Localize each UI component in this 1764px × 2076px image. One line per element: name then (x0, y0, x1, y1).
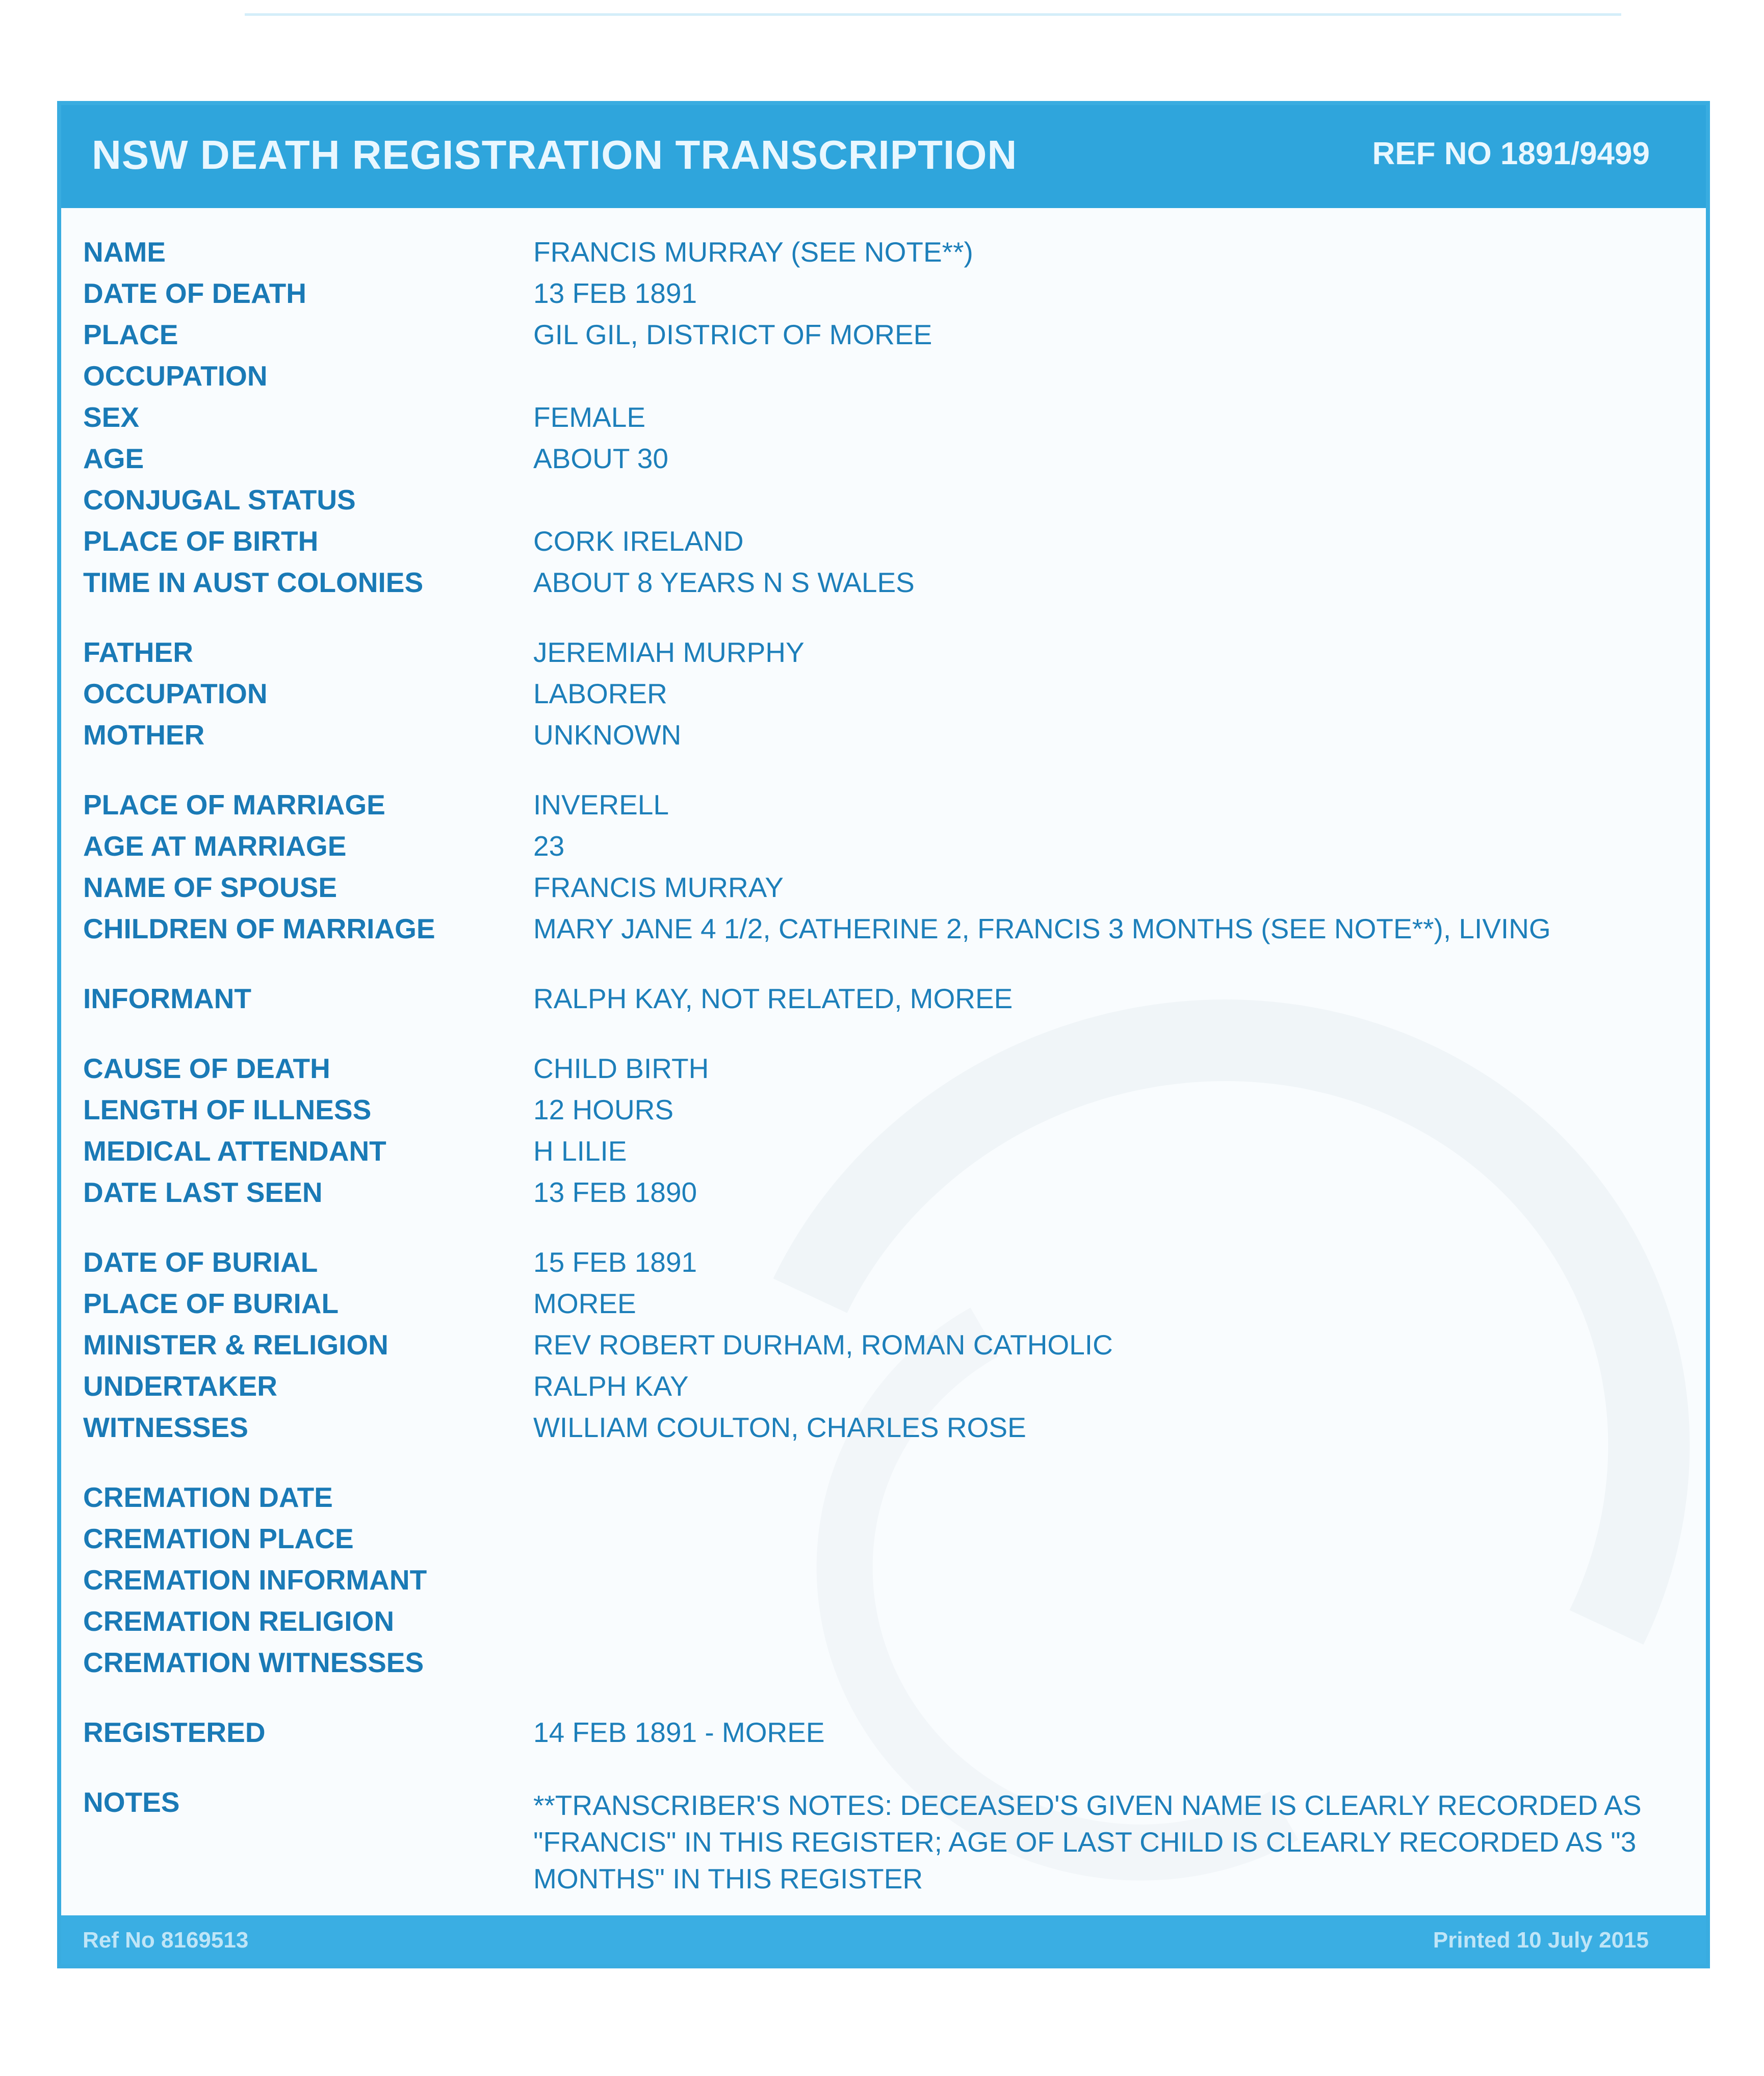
field-label: PLACE OF MARRIAGE (83, 789, 385, 821)
field-medical-attendant (61, 1135, 1706, 1175)
field-date-of-burial (61, 1246, 1706, 1287)
document-title: NSW DEATH REGISTRATION TRANSCRIPTION (92, 132, 1018, 177)
field-cremation-religion (61, 1605, 1706, 1646)
field-label: WITNESSES (83, 1412, 248, 1443)
field-label: MEDICAL ATTENDANT (83, 1135, 386, 1167)
field-place (61, 318, 1706, 359)
field-label: DATE OF DEATH (83, 277, 306, 309)
field-label: INFORMANT (83, 983, 251, 1014)
field-occupation (61, 360, 1706, 400)
footer-band (61, 1915, 1706, 1964)
death-registration-certificate (57, 101, 1710, 1968)
field-sex (61, 401, 1706, 442)
field-label: AGE AT MARRIAGE (83, 830, 347, 862)
field-label: CREMATION RELIGION (83, 1605, 395, 1637)
field-value: RALPH KAY, NOT RELATED, MOREE (533, 983, 1013, 1014)
field-mother (61, 719, 1706, 759)
field-cremation-witnesses (61, 1646, 1706, 1687)
field-value: JEREMIAH MURPHY (533, 636, 805, 668)
field-label: PLACE (83, 319, 178, 350)
field-cause-of-death (61, 1052, 1706, 1093)
field-minister-religion (61, 1328, 1706, 1369)
field-length-of-illness (61, 1093, 1706, 1134)
field-cremation-date (61, 1481, 1706, 1522)
field-label: UNDERTAKER (83, 1370, 277, 1402)
field-label: CREMATION INFORMANT (83, 1564, 427, 1596)
field-value: 14 FEB 1891 - MOREE (533, 1716, 825, 1748)
field-father (61, 636, 1706, 677)
field-date-of-death (61, 277, 1706, 318)
field-value: CHILD BIRTH (533, 1053, 709, 1084)
field-label: PLACE OF BIRTH (83, 525, 319, 557)
field-father-occupation (61, 677, 1706, 718)
field-label: CREMATION WITNESSES (83, 1647, 424, 1678)
field-value: REV ROBERT DURHAM, ROMAN CATHOLIC (533, 1329, 1113, 1361)
field-undertaker (61, 1370, 1706, 1411)
field-value: H LILIE (533, 1135, 627, 1167)
field-label: FATHER (83, 636, 193, 668)
field-label: DATE LAST SEEN (83, 1176, 323, 1208)
field-place-of-birth (61, 525, 1706, 566)
field-label: MINISTER & RELIGION (83, 1329, 388, 1361)
field-conjugal-status (61, 483, 1706, 524)
field-value: INVERELL (533, 789, 669, 821)
field-name-of-spouse (61, 871, 1706, 912)
field-name (61, 236, 1706, 276)
field-value: 23 (533, 830, 565, 862)
field-label: REGISTERED (83, 1716, 266, 1748)
registration-ref-number: REF NO 1891/9499 (1372, 136, 1650, 171)
field-cremation-place (61, 1522, 1706, 1563)
field-value: FRANCIS MURRAY (SEE NOTE**) (533, 236, 973, 268)
field-value: UNKNOWN (533, 719, 682, 751)
field-label: OCCUPATION (83, 360, 268, 392)
field-value: 13 FEB 1891 (533, 277, 697, 309)
field-value: CORK IRELAND (533, 525, 744, 557)
field-date-last-seen (61, 1176, 1706, 1217)
field-label: CREMATION DATE (83, 1481, 333, 1513)
field-label: TIME IN AUST COLONIES (83, 567, 424, 598)
field-value: 13 FEB 1890 (533, 1176, 697, 1208)
field-label: PLACE OF BURIAL (83, 1288, 339, 1319)
field-label: AGE (83, 443, 144, 474)
field-label: CONJUGAL STATUS (83, 484, 356, 516)
field-value: ABOUT 30 (533, 443, 668, 474)
field-witnesses (61, 1411, 1706, 1452)
field-label: CAUSE OF DEATH (83, 1053, 330, 1084)
field-value: LABORER (533, 678, 667, 709)
field-place-of-burial (61, 1287, 1706, 1328)
field-value: WILLIAM COULTON, CHARLES ROSE (533, 1412, 1026, 1443)
field-label: SEX (83, 401, 140, 433)
field-label: NOTES (83, 1786, 180, 1818)
field-label: CREMATION PLACE (83, 1523, 354, 1554)
transcriber-notes: **TRANSCRIBER'S NOTES: DECEASED'S GIVEN NAME IS CLEARLY RECORDED AS "FRANCIS" IN THIS REGISTER; AGE OF LAST CHILD IS CLEARLY RECORDED AS "3 MONTHS" IN THIS REGISTER (533, 1789, 1642, 1894)
field-children-of-marriage (61, 912, 1706, 953)
field-registered (61, 1716, 1706, 1757)
field-age-at-marriage (61, 830, 1706, 870)
field-age (61, 442, 1706, 483)
header-band (61, 105, 1706, 208)
field-value: MOREE (533, 1288, 636, 1319)
field-value: GIL GIL, DISTRICT OF MOREE (533, 319, 932, 350)
field-place-of-marriage (61, 788, 1706, 829)
field-cremation-informant (61, 1564, 1706, 1604)
scan-edge-rule (245, 13, 1621, 16)
field-value: ABOUT 8 YEARS N S WALES (533, 567, 915, 598)
field-label: MOTHER (83, 719, 205, 751)
field-value: RALPH KAY (533, 1370, 689, 1402)
field-label: NAME OF SPOUSE (83, 872, 338, 903)
field-label: DATE OF BURIAL (83, 1246, 318, 1278)
footer-ref-number: Ref No 8169513 (83, 1928, 249, 1953)
field-value: FRANCIS MURRAY (533, 872, 784, 903)
field-label: LENGTH OF ILLNESS (83, 1094, 372, 1125)
field-value: MARY JANE 4 1/2, CATHERINE 2, FRANCIS 3 MONTHS (SEE NOTE**), LIVING (533, 913, 1551, 944)
field-label: OCCUPATION (83, 678, 268, 709)
field-informant (61, 982, 1706, 1023)
field-label: CHILDREN OF MARRIAGE (83, 913, 435, 944)
field-value: FEMALE (533, 401, 646, 433)
footer-printed-date: Printed 10 July 2015 (1433, 1928, 1649, 1953)
field-label: NAME (83, 236, 166, 268)
field-time-in-aust-colonies (61, 566, 1706, 607)
field-value: 15 FEB 1891 (533, 1246, 697, 1278)
field-value: 12 HOURS (533, 1094, 674, 1125)
